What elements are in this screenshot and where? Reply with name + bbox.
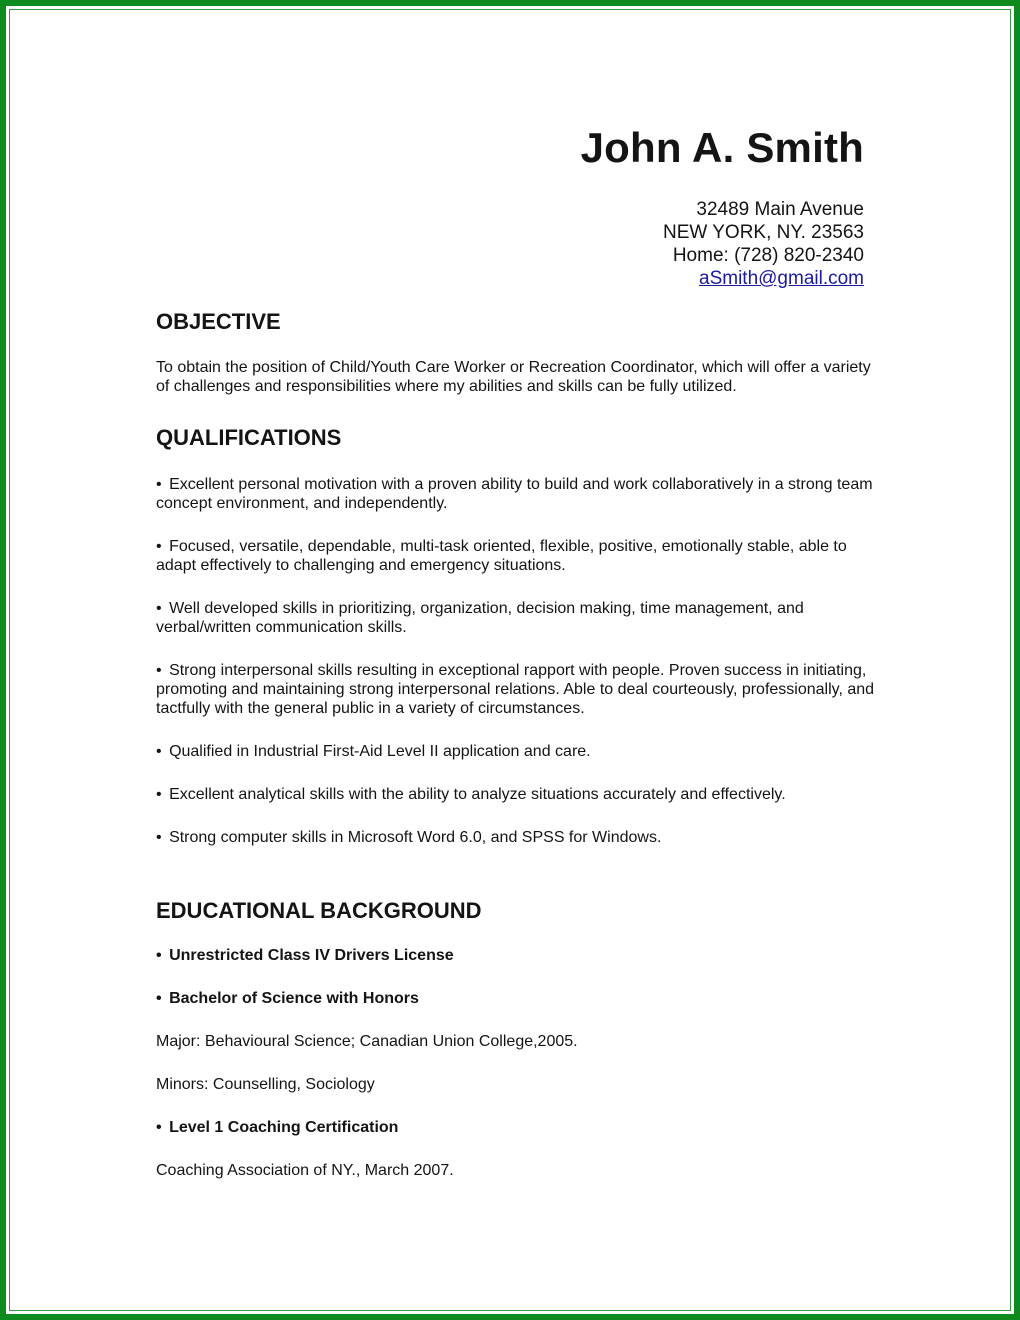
bullet-icon: •: [156, 786, 162, 803]
qualification-text: Well developed skills in prioritizing, organization, decision making, time management, and verbal/written communication skills.: [156, 600, 804, 636]
bullet-icon: •: [156, 538, 162, 555]
address-street: 32489 Main Avenue: [696, 199, 864, 220]
education-degree: [156, 989, 886, 1008]
qualification-text: Focused, versatile, dependable, multi-task oriented, flexible, positive, emotionally stable, able to adapt effectively to challenging and emergency situations.: [156, 538, 847, 574]
bullet-icon: •: [156, 947, 162, 964]
qualification-item: [156, 599, 886, 637]
license-text: Unrestricted Class IV Drivers License: [169, 947, 454, 964]
bullet-icon: •: [156, 476, 162, 493]
qualifications-heading: QUALIFICATIONS: [156, 425, 342, 450]
education-major: Major: Behavioural Science; Canadian Union College,2005.: [156, 1033, 578, 1050]
candidate-name: John A. Smith: [580, 124, 864, 171]
qualification-text: Qualified in Industrial First-Aid Level II application and care.: [169, 743, 591, 760]
qualification-item: [156, 742, 886, 761]
qualification-item: [156, 661, 886, 718]
objective-text: To obtain the position of Child/Youth Care Worker or Recreation Coordinator, which will offer a variety of challenges and responsibilities where my abilities and skills can be fully utilized.: [156, 359, 871, 395]
degree-text: Bachelor of Science with Honors: [169, 990, 419, 1007]
resume-body: [156, 308, 886, 1204]
qualification-text: Strong interpersonal skills resulting in exceptional rapport with people. Proven success in initiating, promoting and maintaining strong interpersonal relations. Able to deal courteously, professionally, and tactfully with the general public in a variety of circumstances.: [156, 662, 875, 717]
bullet-icon: •: [156, 1119, 162, 1136]
qualification-item: [156, 475, 886, 513]
bullet-icon: •: [156, 829, 162, 846]
bullet-icon: •: [156, 600, 162, 617]
qualification-item: [156, 828, 886, 847]
bullet-icon: •: [156, 743, 162, 760]
bullet-icon: •: [156, 990, 162, 1007]
resume-header: [581, 124, 864, 290]
qualification-item: [156, 785, 886, 804]
qualification-text: Excellent personal motivation with a proven ability to build and work collaboratively in a strong team concept environment, and independently.: [156, 476, 873, 512]
education-minors: Minors: Counselling, Sociology: [156, 1076, 375, 1093]
education-coaching-detail: Coaching Association of NY., March 2007.: [156, 1162, 454, 1179]
email-link[interactable]: aSmith@gmail.com: [699, 268, 864, 289]
home-phone: Home: (728) 820-2340: [672, 245, 864, 266]
qualification-text: Strong computer skills in Microsoft Word 6.0, and SPSS for Windows.: [169, 829, 662, 846]
education-heading: EDUCATIONAL BACKGROUND: [156, 898, 482, 923]
education-license: [156, 946, 886, 965]
education-coaching: [156, 1118, 886, 1137]
address-city: NEW YORK, NY. 23563: [662, 222, 864, 243]
bullet-icon: •: [156, 662, 162, 679]
qualification-item: [156, 537, 886, 575]
coaching-text: Level 1 Coaching Certification: [169, 1119, 399, 1136]
qualification-text: Excellent analytical skills with the ability to analyze situations accurately and effectively.: [169, 786, 786, 803]
objective-heading: OBJECTIVE: [156, 309, 281, 334]
